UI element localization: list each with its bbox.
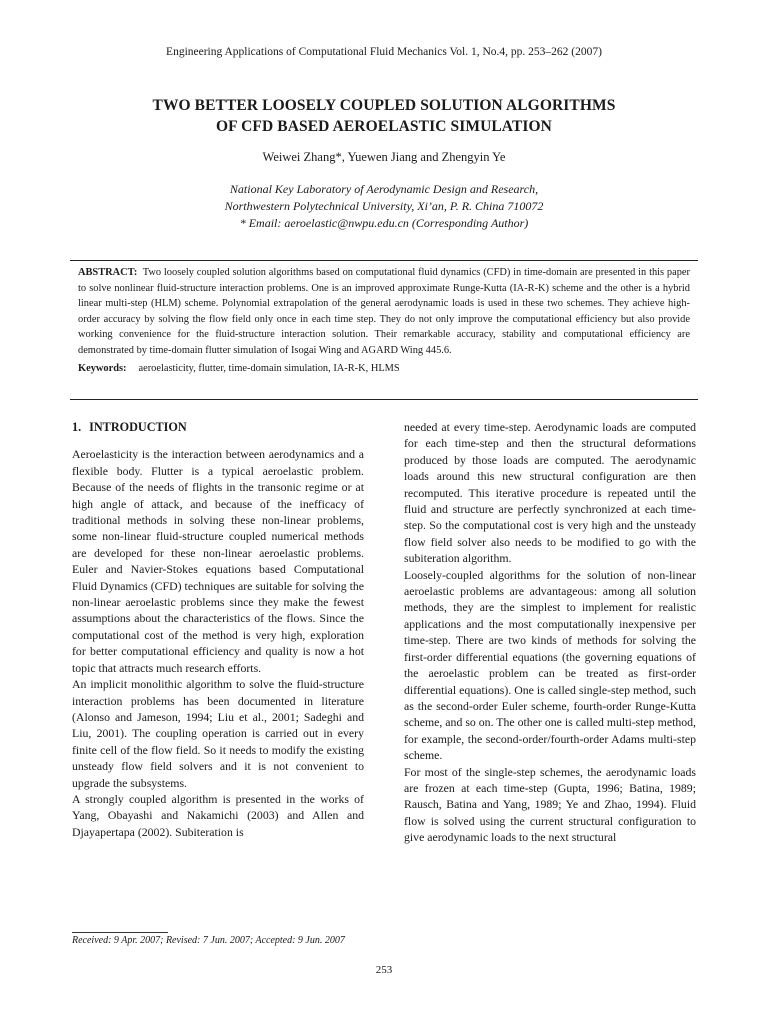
affiliation-block	[0, 181, 768, 232]
affiliation-email: * Email: aeroelastic@nwpu.edu.cn (Corresponding Author)	[239, 216, 529, 230]
right-paragraph-2: Loosely-coupled algorithms for the solution of non-linear aeroelastic problems are advantageous: among all solution methods, they are the simplest to implement for realistic applications and the most computationally inexpensive per time-step. There are two kinds of methods for solving the first-order differential equations (the governing equations of the aeroelastic problem can be treated as first-order differential equations). One is called single-step method, such as the second-order Euler scheme, fourth-order Runge-Kutta scheme, and so on. The other one is called multi-step method, for example, the second-order/fourth-order Adams multi-step scheme.	[404, 567, 696, 763]
left-column	[72, 419, 364, 840]
author-list: Weiwei Zhang*, Yuewen Jiang and Zhengyin Ye	[262, 150, 506, 164]
intro-paragraph-1: Aeroelasticity is the interaction between aerodynamics and a flexible body. Flutter is a typical aeroelastic problem. Because of the needs of flights in the transonic regime or at high angle of attack, and because of the inefficacy of traditional methods in solving these non-linear problems, some non-linear fluid-structure coupled numerical methods are developed for these non-linear aeroelastic problems. Euler and Navier-Stokes equations based Computational Fluid Dynamics (CFD) techniques are suitable for solving the non-linear aeroelastic problems since they make the fewest assumptions about the characteristics of the flows. Since the computational cost of the method is very high, exploration for better computational efficiency and quality is now a hot topic that attracts much research efforts.	[72, 447, 364, 675]
section-title: INTRODUCTION	[89, 420, 187, 434]
abstract-label: ABSTRACT:	[78, 267, 138, 278]
section-heading-introduction	[72, 419, 364, 435]
right-column	[404, 419, 696, 846]
abstract-text: Two loosely coupled solution algorithms based on computational fluid dynamics (CFD) in time-domain are presented in this paper to solve nonlinear fluid-structure interaction problems. One is an improved approximate Runge-Kutta (IA-R-K) scheme and the other is a hybrid linear multi-step (HLM) scheme. Polynomial extrapolation of the general aerodynamic loads is used in these two schemes. They achieve high-order accuracy by solving the flow field only once in each time step. They do not only improve the computational efficiency but also provide working convenience for the fluid-structure interaction solution. Their remarkable accuracy, stability and computational efficiency are demonstrated by time-domain flutter simulation of Isogai Wing and AGARD Wing 445.6.	[78, 267, 690, 356]
affiliation-line-2: Northwestern Polytechnical University, Xi’an, P. R. China 710072	[224, 199, 544, 213]
intro-paragraph-2: An implicit monolithic algorithm to solve the fluid-structure interaction problems has been documented in literature (Alonso and Jameson, 1994; Liu et al., 2001; Sadeghi and Liu, 2001). The coupling operation is carried out in every finite cell of the flow field. So it needs to modify the existing unsteady flow field solvers and it is not convenient to upgrade the subsystems.	[72, 677, 364, 790]
keywords-text: aeroelasticity, flutter, time-domain simulation, IA-R-K, HLMS	[138, 363, 400, 374]
intro-paragraph-3: A strongly coupled algorithm is presented in the works of Yang, Obayashi and Nakamichi (2003) and Allen and Djayapertapa (2002). Subiteration is	[72, 791, 364, 839]
footnote-divider	[72, 932, 168, 933]
paper-title	[60, 95, 708, 137]
affiliation-line-1: National Key Laboratory of Aerodynamic Design and Research,	[229, 182, 539, 196]
paper-title-line-1: TWO BETTER LOOSELY COUPLED SOLUTION ALGORITHMS	[152, 97, 616, 114]
right-paragraph-3: For most of the single-step schemes, the aerodynamic loads are frozen at each time-step (Gupta, 1996; Batina, 1989; Rausch, Batina and Yang, 1989; Ye and Zhao, 1994). Fluid flow is solved using the current structural configuration to give aerodynamic loads to the next structural	[404, 764, 696, 845]
section-number: 1.	[72, 420, 82, 434]
page-number: 253	[375, 964, 393, 976]
paper-title-line-2: OF CFD BASED AEROELASTIC SIMULATION	[216, 118, 552, 135]
keywords-label: Keywords:	[78, 363, 127, 374]
keywords-line	[78, 361, 690, 377]
journal-header: Engineering Applications of Computational Fluid Mechanics Vol. 1, No.4, pp. 253–262 (2007)	[166, 46, 602, 58]
abstract-box	[70, 260, 698, 400]
received-dates-footnote: Received: 9 Apr. 2007; Revised: 7 Jun. 2007; Accepted: 9 Jun. 2007	[72, 935, 345, 946]
right-paragraph-1: needed at every time-step. Aerodynamic loads are computed for each time-step and then the structural deformations produced by those loads are computed. The aerodynamic loads around this new structural configuration are then recomputed. This iterative procedure is repeated until the fluid and structure are perfectly synchronized at each time-step. So the computational cost is very high and the unsteady flow field solver also needs to be modified to go with the subiteration algorithm.	[404, 420, 696, 566]
abstract-paragraph	[78, 265, 690, 358]
